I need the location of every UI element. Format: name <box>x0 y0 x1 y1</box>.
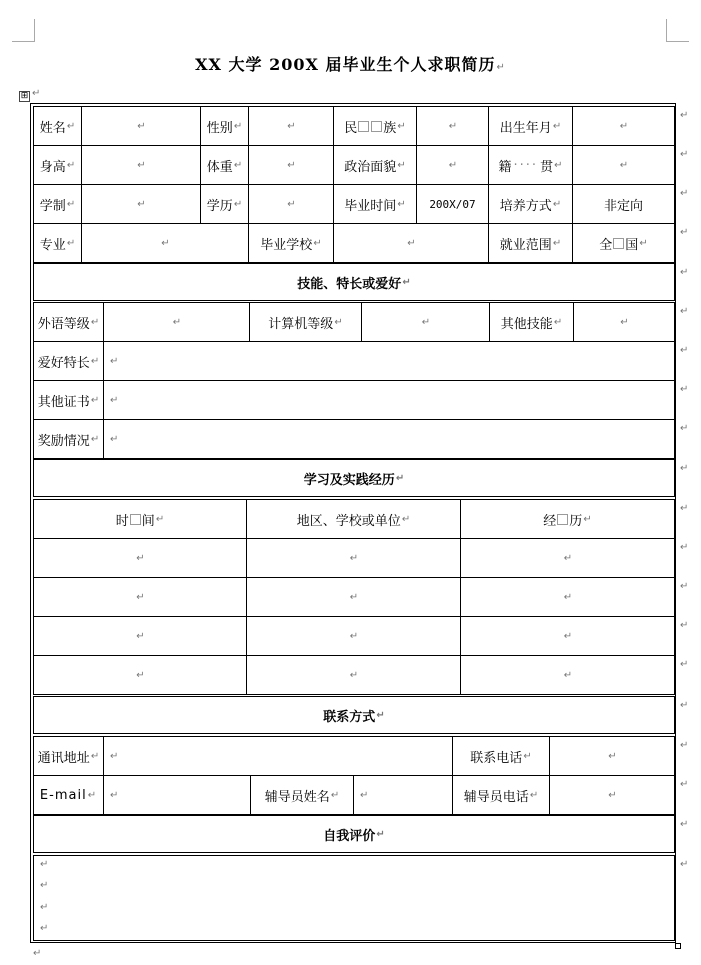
training-value[interactable]: 非定向 <box>603 198 643 214</box>
table-move-handle-icon[interactable]: ⊞ <box>20 91 29 101</box>
table-row-awards <box>33 419 675 459</box>
skills-heading: 技能、特长或爱好 ↵ <box>297 276 411 292</box>
gender-field[interactable]: ↵ <box>249 107 334 145</box>
table-row-email <box>33 775 675 815</box>
row-end-mark: ↵ <box>680 110 689 121</box>
language-field[interactable]: ↵ <box>104 303 250 341</box>
row-end-mark: ↵ <box>680 423 689 434</box>
table-row-address <box>33 736 675 776</box>
certificates-label: 其他证书 ↵ <box>34 381 104 419</box>
col-place-header: 地区、学校或单位 ↵ <box>247 500 461 538</box>
self-eval-heading: 自我评价 ↵ <box>323 828 385 844</box>
major-label: 专业 ↵ <box>34 224 82 262</box>
experience-row <box>33 655 675 695</box>
experience-time-cell[interactable]: ↵ <box>34 578 247 616</box>
row-end-mark: ↵ <box>680 819 689 830</box>
paragraph-mark: ↵ <box>40 923 49 934</box>
birth-field[interactable]: ↵ <box>619 120 629 132</box>
table-resize-handle-icon[interactable] <box>675 943 681 949</box>
origin-field[interactable]: ↵ <box>619 159 629 171</box>
row-end-mark: ↵ <box>680 463 689 474</box>
row-end-mark: ↵ <box>680 659 689 670</box>
row-end-mark: ↵ <box>680 267 689 278</box>
counselor-phone-field[interactable]: ↵ <box>608 789 617 801</box>
education-label: 学历 ↵ <box>201 185 249 223</box>
schooling-label: 学制 ↵ <box>34 185 82 223</box>
weight-field[interactable]: ↵ <box>249 146 334 184</box>
contact-heading: 联系方式 ↵ <box>323 709 385 725</box>
employment-value[interactable]: 全 国 ↵ <box>599 237 648 253</box>
experience-detail-cell[interactable]: ↵ <box>563 591 573 603</box>
birth-label: 出生年月 ↵ <box>489 107 573 145</box>
other-skills-label: 其他技能 ↵ <box>490 303 574 341</box>
col-experience-header: 经 历 ↵ <box>543 513 592 529</box>
school-field[interactable]: ↵ <box>334 224 489 262</box>
experience-header-row <box>33 499 675 539</box>
row-end-mark: ↵ <box>680 188 689 199</box>
experience-place-cell[interactable]: ↵ <box>247 617 461 655</box>
table-row-height <box>33 145 675 185</box>
table-row-schooling <box>33 184 675 224</box>
phone-field[interactable]: ↵ <box>608 750 617 762</box>
major-field[interactable]: ↵ <box>82 224 249 262</box>
experience-detail-cell[interactable]: ↵ <box>563 669 573 681</box>
awards-label: 奖励情况 ↵ <box>34 420 104 458</box>
awards-field[interactable]: ↵ <box>110 433 119 445</box>
table-row-language <box>33 302 675 342</box>
paragraph-mark: ↵ <box>33 948 42 959</box>
row-end-mark: ↵ <box>680 384 689 395</box>
table-row-name <box>33 106 675 146</box>
name-field[interactable]: ↵ <box>82 107 201 145</box>
experience-heading: 学习及实践经历 ↵ <box>303 472 405 488</box>
weight-label: 体重 ↵ <box>201 146 249 184</box>
experience-time-cell[interactable]: ↵ <box>34 617 247 655</box>
row-end-mark: ↵ <box>680 620 689 631</box>
political-field[interactable]: ↵ <box>417 146 489 184</box>
hobbies-label: 爱好特长 ↵ <box>34 342 104 380</box>
table-row-major <box>33 223 675 263</box>
experience-place-cell[interactable]: ↵ <box>247 578 461 616</box>
counselor-name-field[interactable]: ↵ <box>354 776 453 814</box>
school-label: 毕业学校 ↵ <box>249 224 334 262</box>
paragraph-mark: ↵ <box>40 902 49 913</box>
row-end-mark: ↵ <box>680 306 689 317</box>
row-end-mark: ↵ <box>680 700 689 711</box>
name-label: 姓名 ↵ <box>34 107 82 145</box>
employment-label: 就业范围 ↵ <box>489 224 573 262</box>
gender-label: 性别 ↵ <box>201 107 249 145</box>
computer-field[interactable]: ↵ <box>362 303 490 341</box>
counselor-name-label: 辅导员姓名 ↵ <box>251 776 354 814</box>
experience-detail-cell[interactable]: ↵ <box>563 552 573 564</box>
document-title <box>0 52 701 75</box>
row-end-mark: ↵ <box>680 227 689 238</box>
paragraph-mark: ↵ <box>40 859 49 870</box>
paragraph-mark: ↵ <box>32 88 41 99</box>
paragraph-mark: ↵ <box>40 880 49 891</box>
schooling-field[interactable]: ↵ <box>82 185 201 223</box>
experience-row <box>33 538 675 578</box>
counselor-phone-label: 辅导员电话 ↵ <box>453 776 550 814</box>
skills-section-header <box>33 263 675 301</box>
email-label: E-mail ↵ <box>34 776 104 814</box>
grad-time-value[interactable]: 200X/07 <box>417 185 489 223</box>
row-end-mark: ↵ <box>680 503 689 514</box>
ethnicity-field[interactable]: ↵ <box>417 107 489 145</box>
page-corner-mark-top-left <box>12 19 35 42</box>
experience-detail-cell[interactable]: ↵ <box>563 630 573 642</box>
row-end-mark: ↵ <box>680 149 689 160</box>
language-label: 外语等级 ↵ <box>34 303 104 341</box>
title-text: XX 大学 200X 届毕业生个人求职简历 <box>195 55 496 74</box>
col-time-header: 时 间 ↵ <box>34 500 247 538</box>
self-eval-field[interactable] <box>33 855 675 941</box>
political-label: 政治面貌 ↵ <box>334 146 417 184</box>
paragraph-mark: ↵ <box>496 62 506 73</box>
table-row-hobbies <box>33 341 675 381</box>
experience-row <box>33 616 675 656</box>
address-field[interactable]: ↵ <box>104 737 453 775</box>
experience-place-cell[interactable]: ↵ <box>247 656 461 694</box>
row-end-mark: ↵ <box>680 740 689 751</box>
computer-label: 计算机等级 ↵ <box>250 303 362 341</box>
certificates-field[interactable]: ↵ <box>110 394 119 406</box>
row-end-mark: ↵ <box>680 345 689 356</box>
self-eval-section-header <box>33 815 675 853</box>
experience-time-cell[interactable]: ↵ <box>34 539 247 577</box>
experience-row <box>33 577 675 617</box>
table-row-certificates <box>33 380 675 420</box>
other-skills-field[interactable]: ↵ <box>620 316 629 328</box>
row-end-mark: ↵ <box>680 581 689 592</box>
height-label: 身高 ↵ <box>34 146 82 184</box>
contact-section-header <box>33 696 675 734</box>
experience-place-cell[interactable]: ↵ <box>247 539 461 577</box>
ethnicity-label: 民 族 ↵ <box>334 107 417 145</box>
experience-section-header <box>33 459 675 497</box>
grad-time-label: 毕业时间 ↵ <box>334 185 417 223</box>
experience-time-cell[interactable]: ↵ <box>34 656 247 694</box>
education-field[interactable]: ↵ <box>249 185 334 223</box>
page-corner-mark-top-right <box>666 19 689 42</box>
height-field[interactable]: ↵ <box>82 146 201 184</box>
phone-label: 联系电话 ↵ <box>453 737 550 775</box>
address-label: 通讯地址 ↵ <box>34 737 104 775</box>
row-end-mark: ↵ <box>680 542 689 553</box>
row-end-mark: ↵ <box>680 859 689 870</box>
origin-label: 籍 ···· 贯 ↵ <box>489 146 573 184</box>
hobbies-field[interactable]: ↵ <box>110 355 119 367</box>
training-label: 培养方式 ↵ <box>489 185 573 223</box>
email-field[interactable]: ↵ <box>104 776 251 814</box>
row-end-mark: ↵ <box>680 779 689 790</box>
